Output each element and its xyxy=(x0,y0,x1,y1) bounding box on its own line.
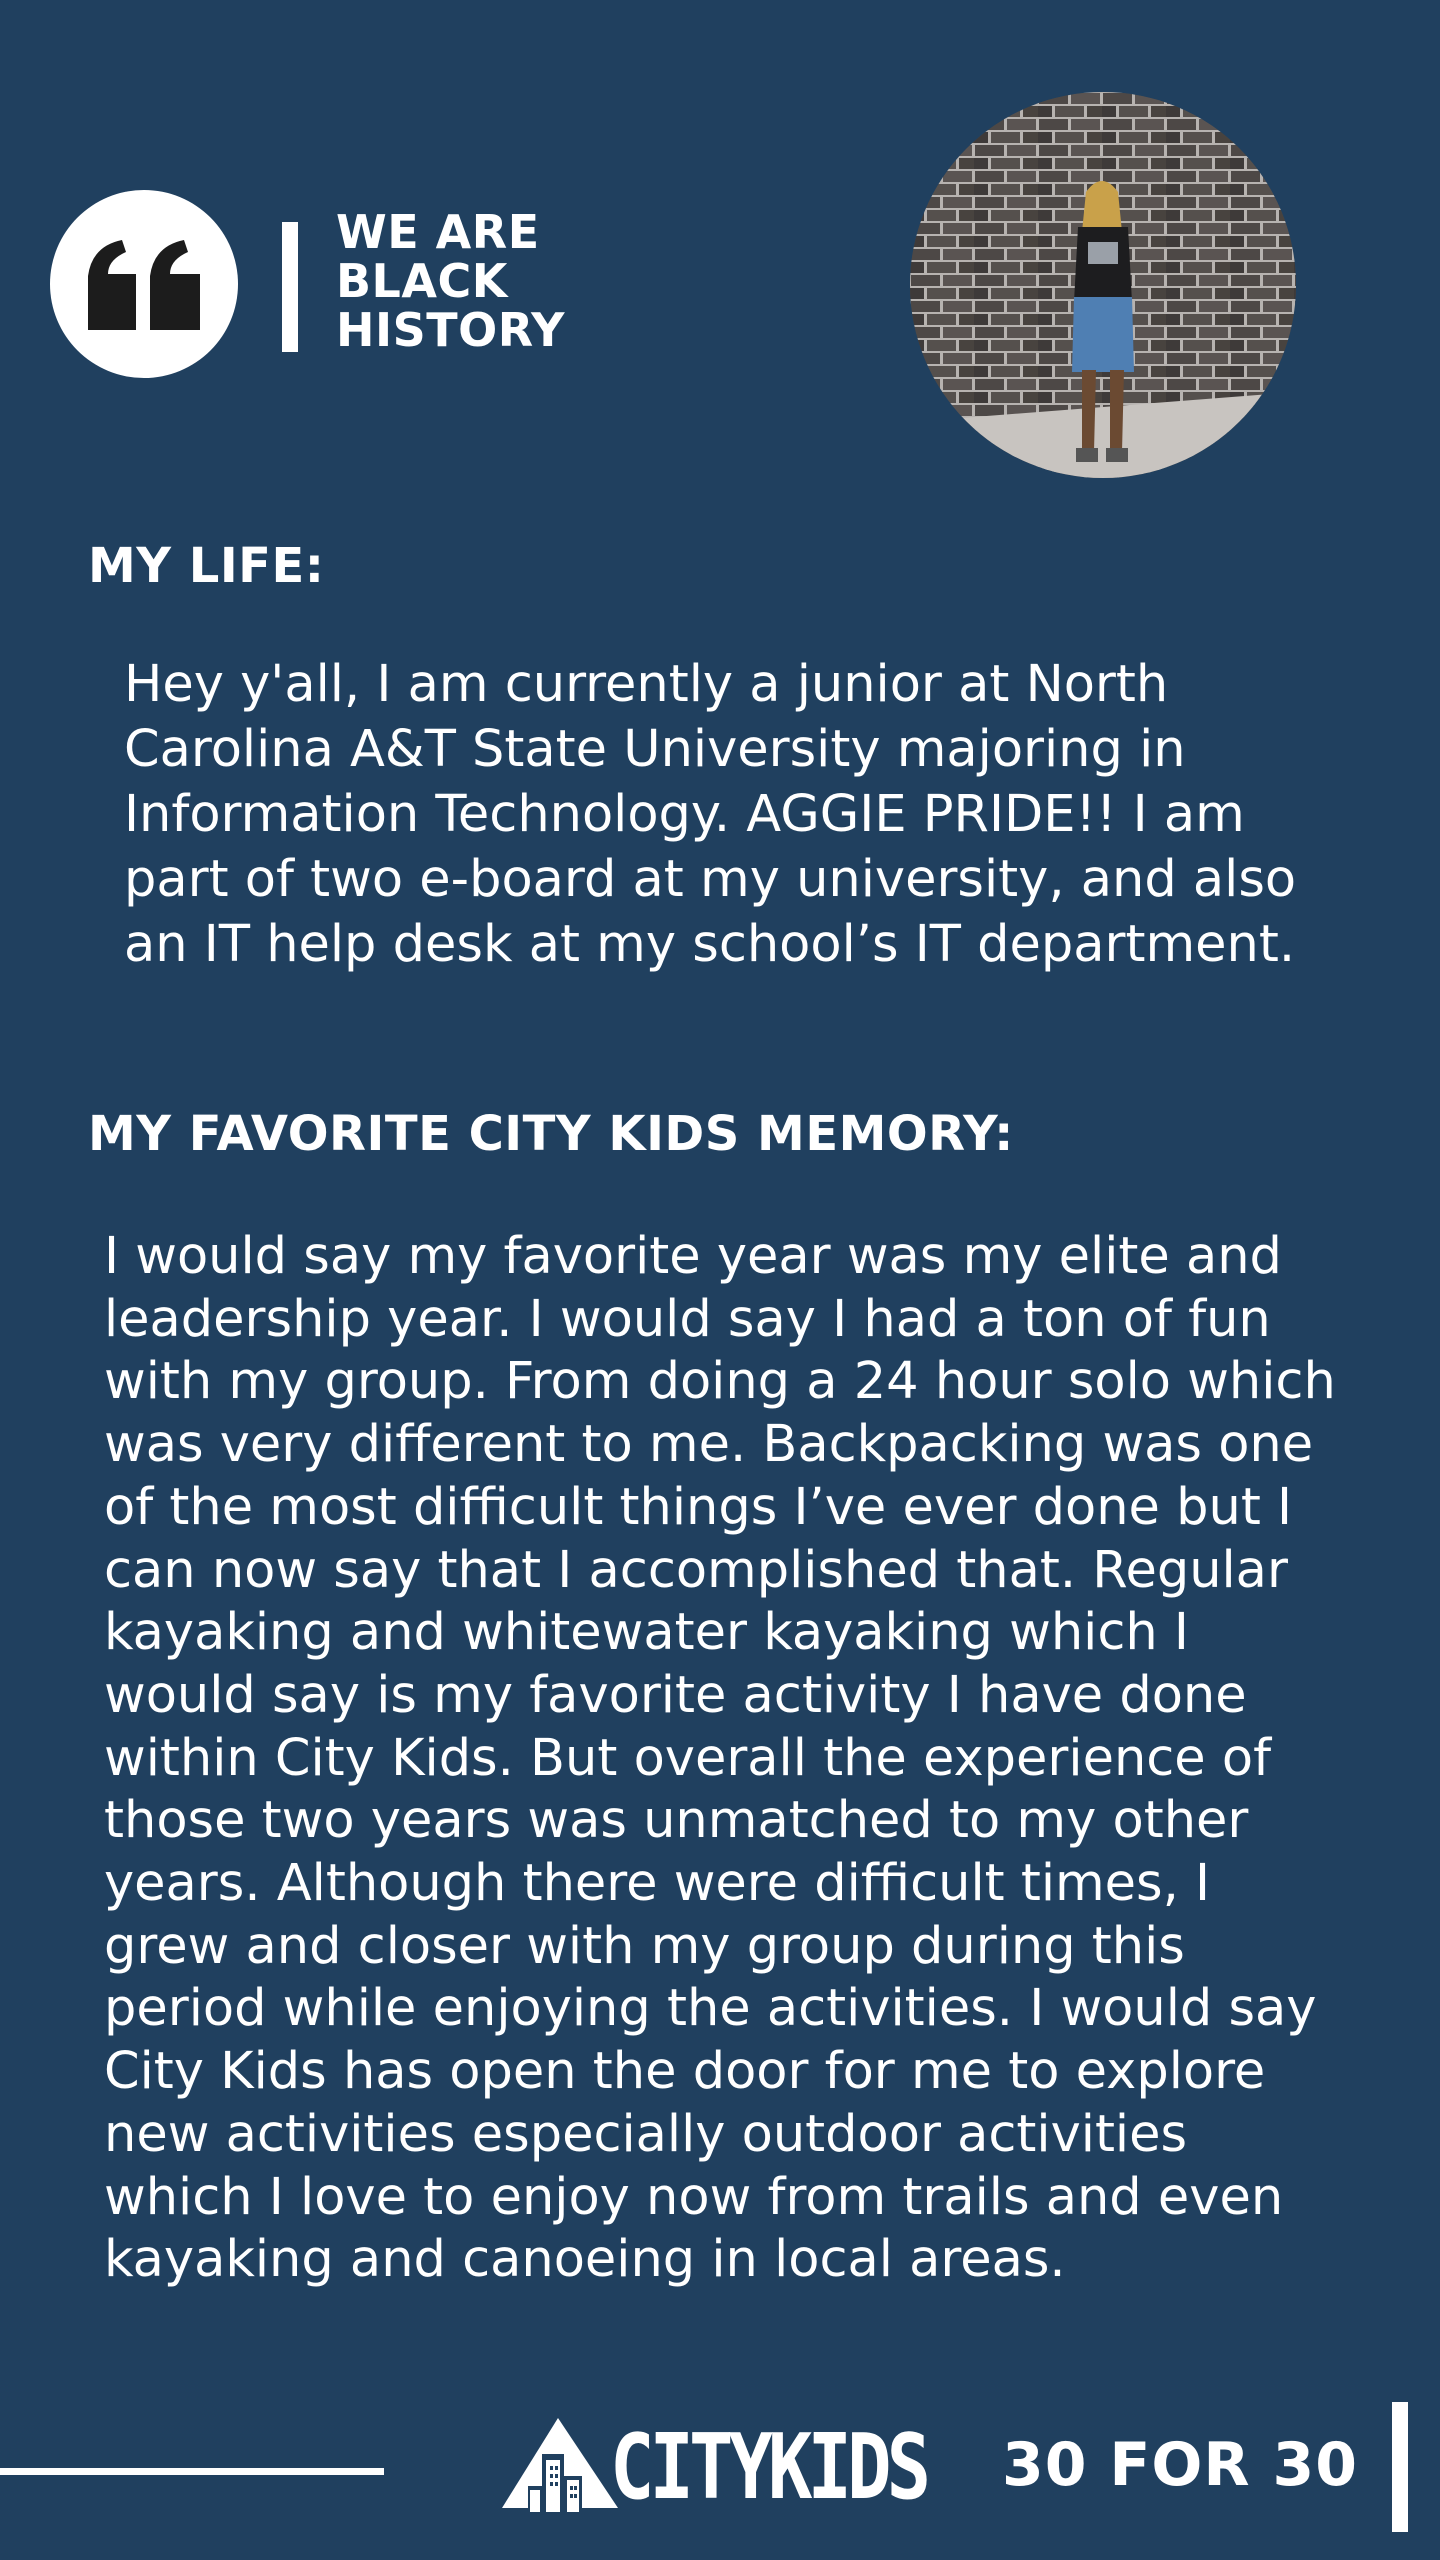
memory-heading: MY FAVORITE CITY KIDS MEMORY: xyxy=(88,1106,1014,1162)
header-divider xyxy=(282,222,298,352)
quotation-mark-icon xyxy=(88,240,200,330)
series-tag: 30 FOR 30 xyxy=(1002,2430,1358,2500)
my-life-text: Hey y'all, I am currently a junior at North Carolina A&T State University majoring in Information Technology. AGGIE PRIDE!! I am part of two e-board at my university, and also an IT help desk at my school’s IT department. xyxy=(124,655,1297,974)
profile-photo xyxy=(910,92,1296,478)
memory-text: I would say my favorite year was my elite and leadership year. I would say I had a ton of fun with my group. From doing a 24 hour solo which was very different to me. Backpacking was one of the most difficult things I’ve ever done but I can now say that I accomplished that. Regular kayaking and whitewater kayaking which I would say is my favorite activity I have done within City Kids. But overall the experience of those two years was unmatched to my other years. Although there were difficult times, I grew and closer with my group during this period while enjoying the activities. I would say City Kids has open the door for me to explore new activities especially outdoor activities which I love to enjoy now from trails and even kayaking and canoeing in local areas. xyxy=(104,1227,1336,2290)
footer-accent-bar xyxy=(1392,2402,1408,2532)
logo xyxy=(502,2416,618,2517)
page-title: WE ARE BLACK HISTORY xyxy=(336,205,565,357)
my-life-heading: MY LIFE: xyxy=(88,538,325,594)
mountain-city-icon xyxy=(502,2416,618,2512)
quote-badge xyxy=(50,190,238,378)
footer-divider-line xyxy=(0,2468,384,2475)
logo-wordmark: CITYKIDS xyxy=(610,2415,927,2520)
